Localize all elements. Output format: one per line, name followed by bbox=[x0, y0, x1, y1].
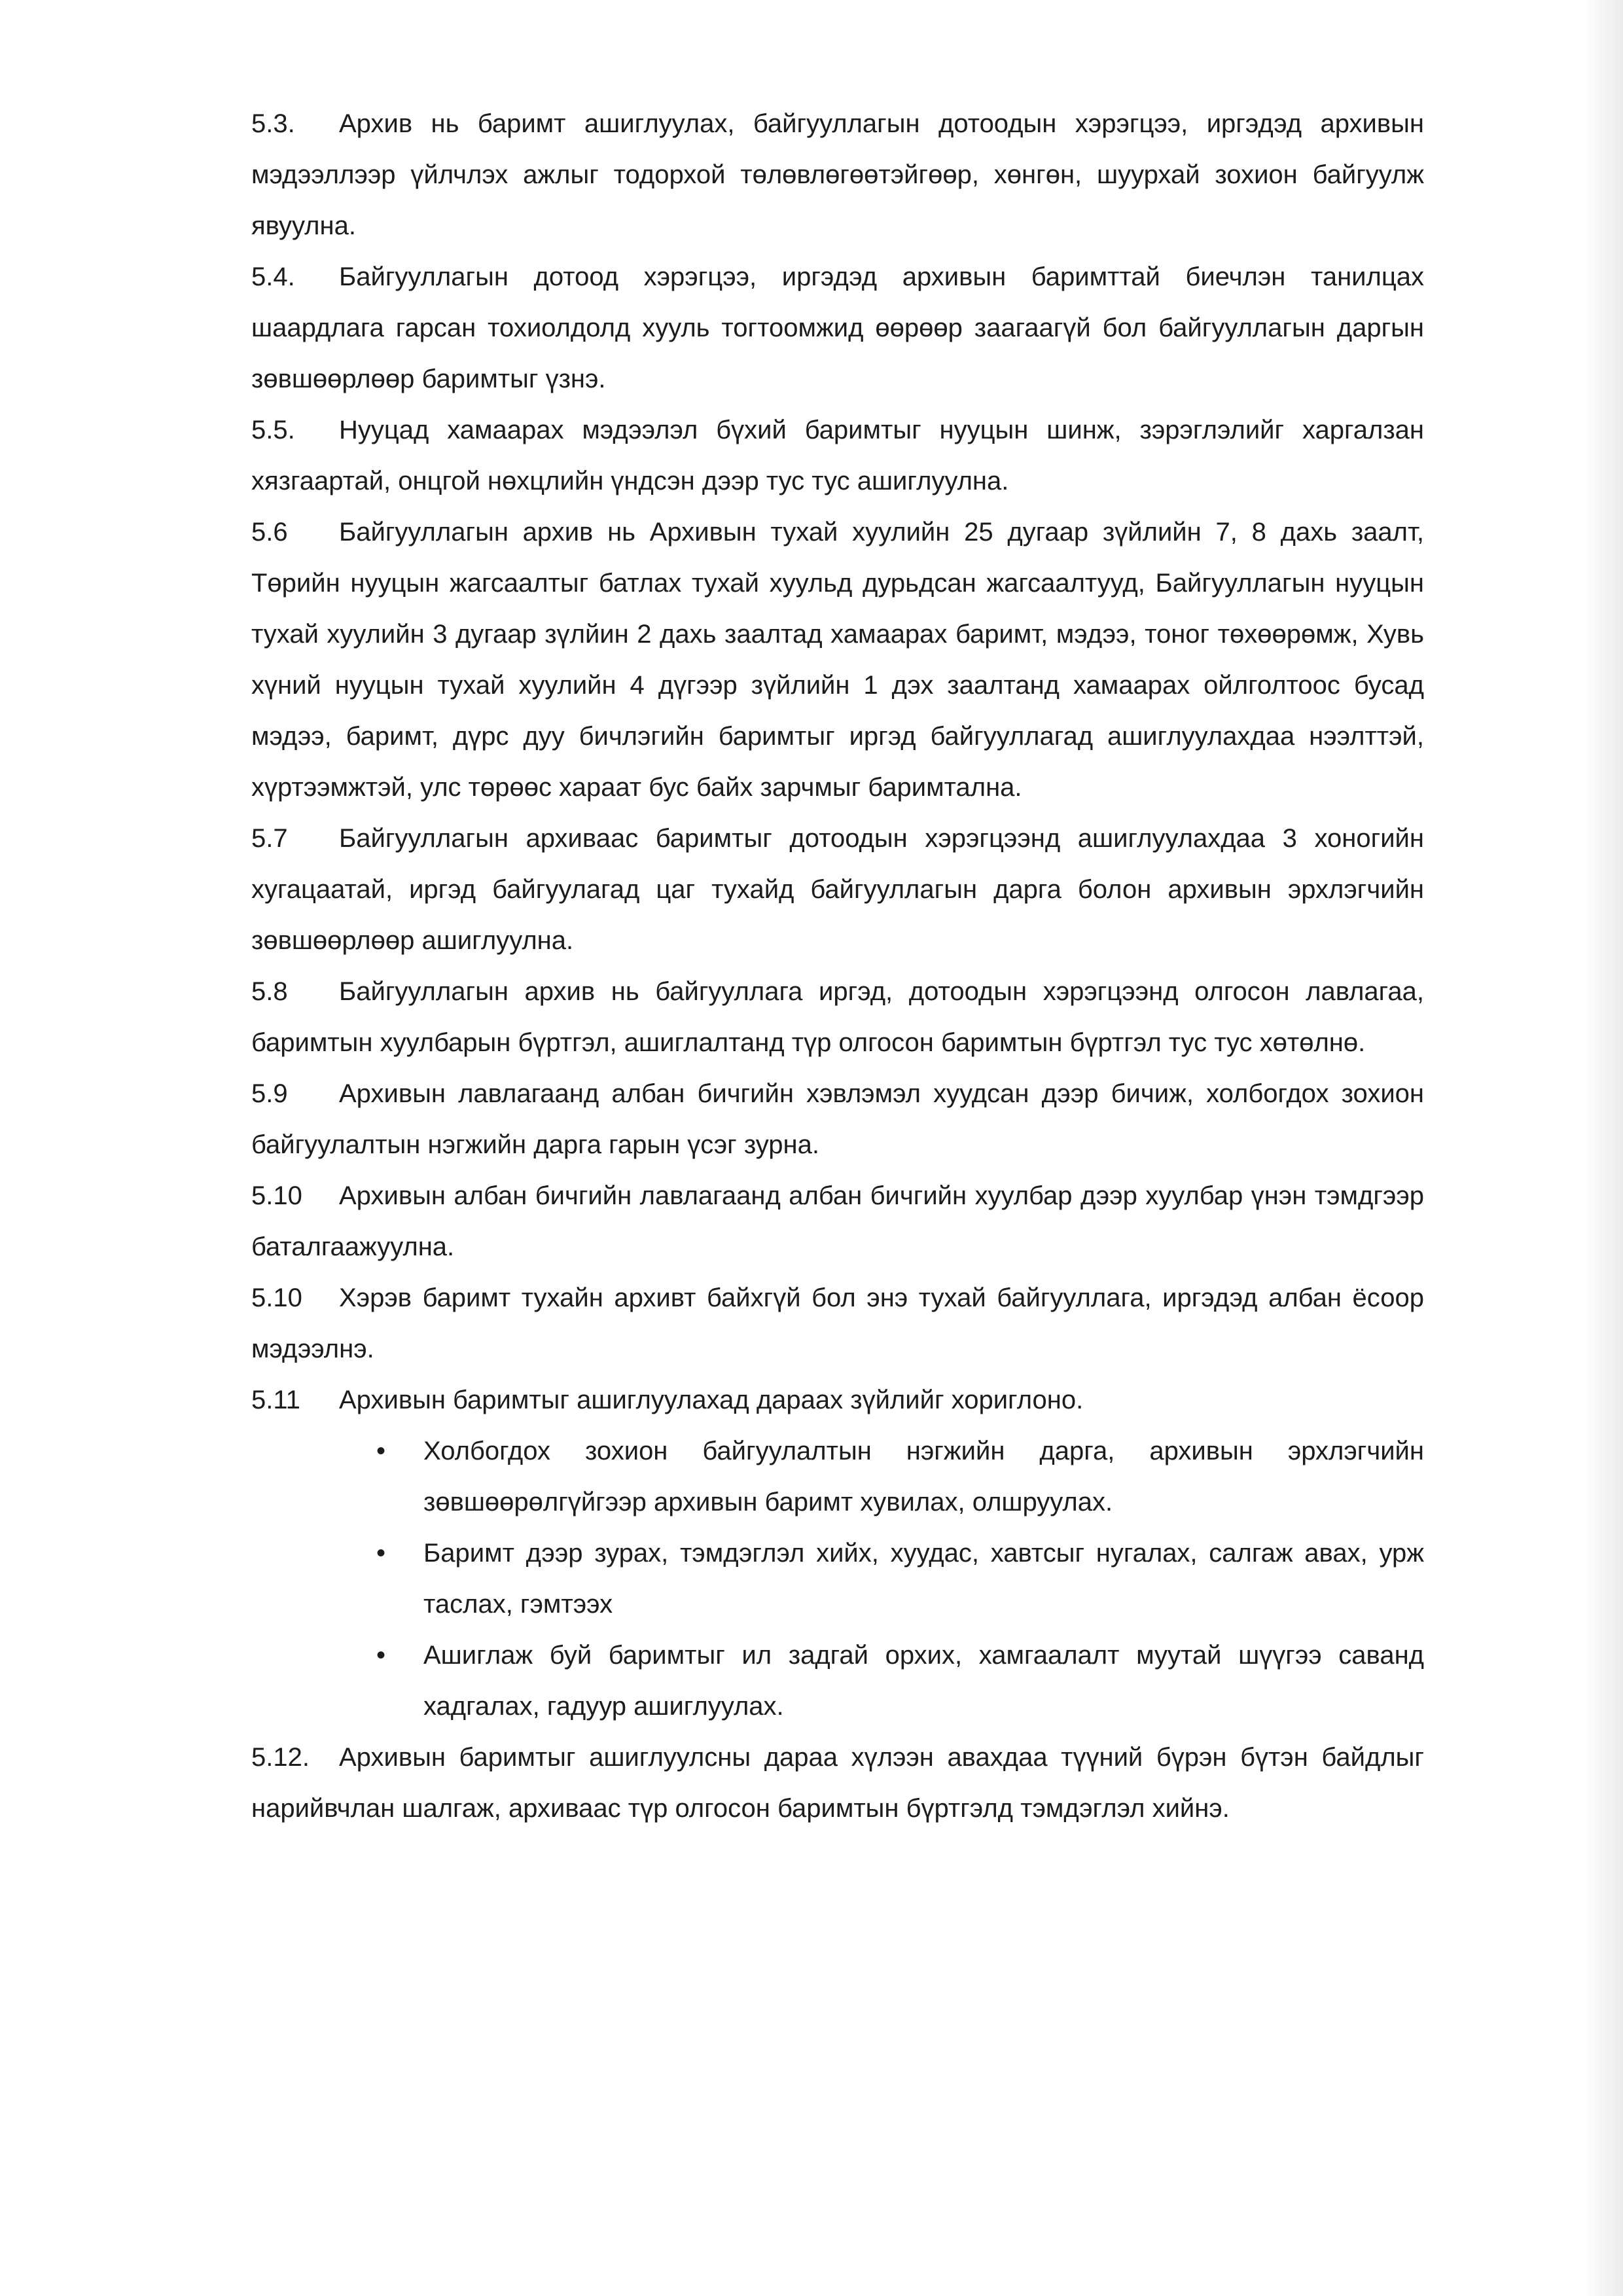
list-item bbox=[376, 1630, 1424, 1732]
clause-5-10-second bbox=[251, 1272, 1424, 1374]
clause-text: Архив нь баримт ашиглуулах, байгууллагын дотоодын хэрэгцээ, иргэдэд архивын мэдээллээр үйлчлэх ажлыг тодорхой төлөвлөгөөтэйгөөр, хөнгөн, шуурхай зохион байгуулж явуулна. bbox=[251, 109, 1424, 240]
clause-number: 5.3. bbox=[251, 109, 295, 138]
clause-5-9 bbox=[251, 1068, 1424, 1170]
clause-5-5 bbox=[251, 404, 1424, 507]
clause-text: Архивын лавлагаанд албан бичгийн хэвлэмэл хуудсан дээр бичиж, холбогдох зохион байгуулалтын нэгжийн дарга гарын үсэг зурна. bbox=[251, 1079, 1424, 1159]
clause-number: 5.10 bbox=[251, 1181, 302, 1210]
clause-number: 5.11 bbox=[251, 1386, 300, 1414]
clause-number: 5.8 bbox=[251, 977, 288, 1006]
clause-text: Байгууллагын архив нь Архивын тухай хуулийн 25 дугаар зүйлийн 7, 8 дахь заалт, Төрийн нууцын жагсаалтыг батлах тухай хуульд дурьдсан жагсаалтууд, Байгууллагын нууцын тухай хуулийн 3 дугаар зүлйин 2 дахь заалтад хамаарах баримт, мэдээ, тоног төхөөрөмж, Хувь хүний нууцын тухай хуулийн 4 дүгээр зүйлийн 1 дэх заалтанд хамаарах ойлголтоос бусад мэдээ, баримт, дүрс дуу бичлэгийн баримтыг иргэд байгууллагад ашиглуулахдаа нээлттэй, хүртээмжтэй, улс төрөөс хараат бус байх зарчмыг баримтална. bbox=[251, 518, 1424, 802]
clause-number: 5.10 bbox=[251, 1283, 302, 1312]
clause-text: Байгууллагын дотоод хэрэгцээ, иргэдэд архивын баримттай биечлэн танилцах шаардлага гарсан тохиолдолд хууль тогтоомжид өөрөөр заагаагүй бол байгууллагын даргын зөвшөөрлөөр баримтыг үзнэ. bbox=[251, 262, 1424, 393]
clause-number: 5.4. bbox=[251, 262, 295, 291]
clause-5-10-first bbox=[251, 1170, 1424, 1272]
clause-text: Архивын баримтыг ашиглуулахад дараах зүйлийг хориглоно. bbox=[339, 1386, 1084, 1414]
clause-text: Хэрэв баримт тухайн архивт байхгүй бол энэ тухай байгууллага, иргэдэд албан ёсоор мэдээлнэ. bbox=[251, 1283, 1424, 1363]
clause-number: 5.9 bbox=[251, 1079, 288, 1108]
clause-number: 5.7 bbox=[251, 824, 288, 853]
clause-text: Архивын баримтыг ашиглуулсны дараа хүлээн авахдаа түүний бүрэн бүтэн байдлыг нарийвчлан шалгаж, архиваас түр олгосон баримтын бүртгэлд тэмдэглэл хийнэ. bbox=[251, 1743, 1424, 1823]
clause-5-6 bbox=[251, 507, 1424, 813]
list-item bbox=[376, 1426, 1424, 1528]
clause-5-12 bbox=[251, 1732, 1424, 1834]
clause-number: 5.5. bbox=[251, 416, 295, 444]
bullet-icon: • bbox=[376, 1641, 386, 1670]
clause-5-3 bbox=[251, 98, 1424, 251]
document-body bbox=[251, 98, 1424, 1834]
bullet-icon: • bbox=[376, 1539, 386, 1568]
clause-5-4 bbox=[251, 251, 1424, 404]
list-item bbox=[376, 1528, 1424, 1630]
clause-number: 5.12. bbox=[251, 1743, 310, 1772]
clause-text: Архивын албан бичгийн лавлагаанд албан бичгийн хуулбар дээр хуулбар үнэн тэмдгээр баталгаажуулна. bbox=[251, 1181, 1424, 1261]
clause-5-8 bbox=[251, 966, 1424, 1068]
list-item-text: Ашиглаж буй баримтыг ил задгай орхих, хамгаалалт муутай шүүгээ саванд хадгалах, гадуур ашиглуулах. bbox=[423, 1641, 1424, 1721]
clause-number: 5.6 bbox=[251, 518, 288, 547]
list-item-text: Баримт дээр зурах, тэмдэглэл хийх, хуудас, хавтсыг нугалах, салгаж авах, урж таслах, гэмтээх bbox=[423, 1539, 1424, 1619]
clause-5-11 bbox=[251, 1374, 1424, 1426]
clause-text: Байгууллагын архив нь байгууллага иргэд, дотоодын хэрэгцээнд олгосон лавлагаа, баримтын хуулбарын бүртгэл, ашиглалтанд түр олгосон баримтын бүртгэл тус тус хөтөлнө. bbox=[251, 977, 1424, 1057]
bullet-icon: • bbox=[376, 1437, 386, 1465]
clause-5-7 bbox=[251, 813, 1424, 966]
clause-text: Нууцад хамаарах мэдээлэл бүхий баримтыг нууцын шинж, зэрэглэлийг харгалзан хязгаартай, онцгой нөхцлийн үндсэн дээр тус тус ашиглуулна. bbox=[251, 416, 1424, 495]
prohibited-actions-list bbox=[251, 1426, 1424, 1732]
scanned-page-edge bbox=[1584, 0, 1623, 2296]
list-item-text: Холбогдох зохион байгуулалтын нэгжийн дарга, архивын эрхлэгчийн зөвшөөрөлгүйгээр архивын баримт хувилах, олшруулах. bbox=[423, 1437, 1424, 1516]
clause-text: Байгууллагын архиваас баримтыг дотоодын хэрэгцээнд ашиглуулахдаа 3 хоногийн хугацаатай, иргэд байгуулагад цаг тухайд байгууллагын дарга болон архивын эрхлэгчийн зөвшөөрлөөр ашиглуулна. bbox=[251, 824, 1424, 955]
